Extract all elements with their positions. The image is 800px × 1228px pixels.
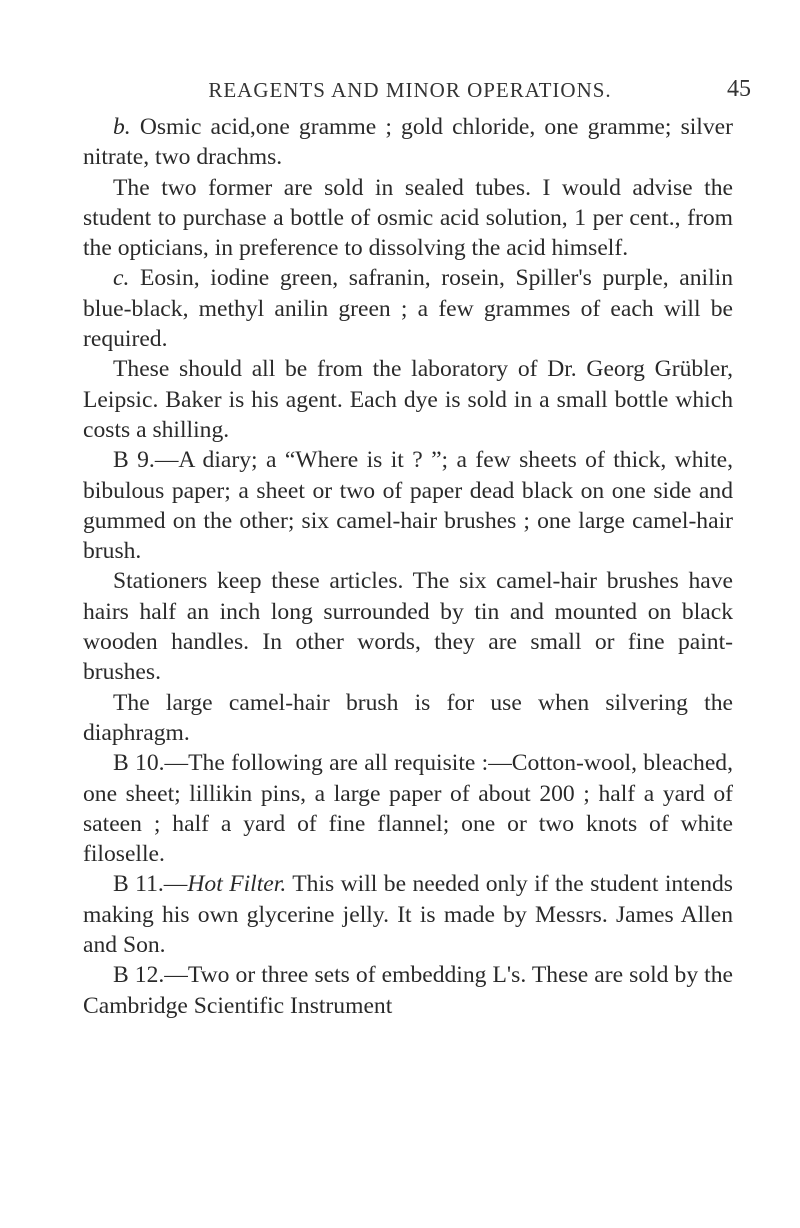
paragraph-b-osmic xyxy=(83,112,733,173)
body-text xyxy=(83,112,733,1021)
hot-filter-title: Hot Filter. xyxy=(187,871,287,898)
paragraph-text: The two former are sold in sealed tubes. I would advise the student to purchase a bottle of osmic acid solution, 1 per cent., from the opticians, in preference to dissolving the acid himself. xyxy=(83,174,733,262)
paragraph-text: These should all be from the laboratory of Dr. Georg Grübler, Leipsic. Baker is his agent. Each dye is sold in a small bottle which costs a shilling. xyxy=(83,356,733,443)
paragraph-text: Eosin, iodine green, safranin, rosein, Spiller's purple, anilin blue-black, methyl anilin green ; a few grammes of each will be required. xyxy=(83,265,733,353)
paragraph-b10 xyxy=(83,748,733,869)
item-letter-c: c. xyxy=(113,265,130,292)
paragraph-text: B 11.— xyxy=(113,871,188,898)
item-letter-b: b. xyxy=(113,114,131,140)
paragraph-text: The large camel-hair brush is for use when silvering the diaphragm. xyxy=(83,689,733,746)
paragraph-sealed-tubes xyxy=(83,173,733,264)
paragraph-b11 xyxy=(83,869,733,960)
page-number: 45 xyxy=(727,76,751,102)
paragraph-text: B 9.—A diary; a “Where is it ? ”; a few sheets of thick, white, bibulous paper; a sheet or two of paper dead black on one side and gummed on the other; six camel-hair brushes ; one large camel-hair brush. xyxy=(83,447,733,565)
paragraph-large-brush xyxy=(83,688,733,749)
paragraph-b9 xyxy=(83,445,733,566)
paragraph-stationers xyxy=(83,566,733,687)
paragraph-text: Osmic acid,one gramme ; gold chloride, one gramme; silver nitrate, two drachms. xyxy=(83,114,733,171)
paragraph-text: B 12.—Two or three sets of embedding L's. These are sold by the Cambridge Scientific Instrument xyxy=(83,962,733,1019)
paragraph-b12 xyxy=(83,960,733,1021)
paragraph-c-eosin xyxy=(83,263,733,354)
running-head: REAGENTS AND MINOR OPERATIONS. xyxy=(208,78,612,102)
paragraph-text: Stationers keep these articles. The six camel-hair brushes have hairs half an inch long surrounded by tin and mounted on black wooden handles. In other words, they are small or fine paint-brushes. xyxy=(83,568,733,686)
paragraph-text-rest: This will be needed only if the student intends making his own glycerine jelly. It is made by Messrs. James Allen and Son. xyxy=(83,871,733,959)
paragraph-text: B 10.—The following are all requisite :—Cotton-wool, bleached, one sheet; lillikin pins, a large paper of about 200 ; half a yard of sateen ; half a yard of fine flannel; one or two knots of white filoselle. xyxy=(83,750,733,868)
paragraph-grubler xyxy=(83,354,733,445)
